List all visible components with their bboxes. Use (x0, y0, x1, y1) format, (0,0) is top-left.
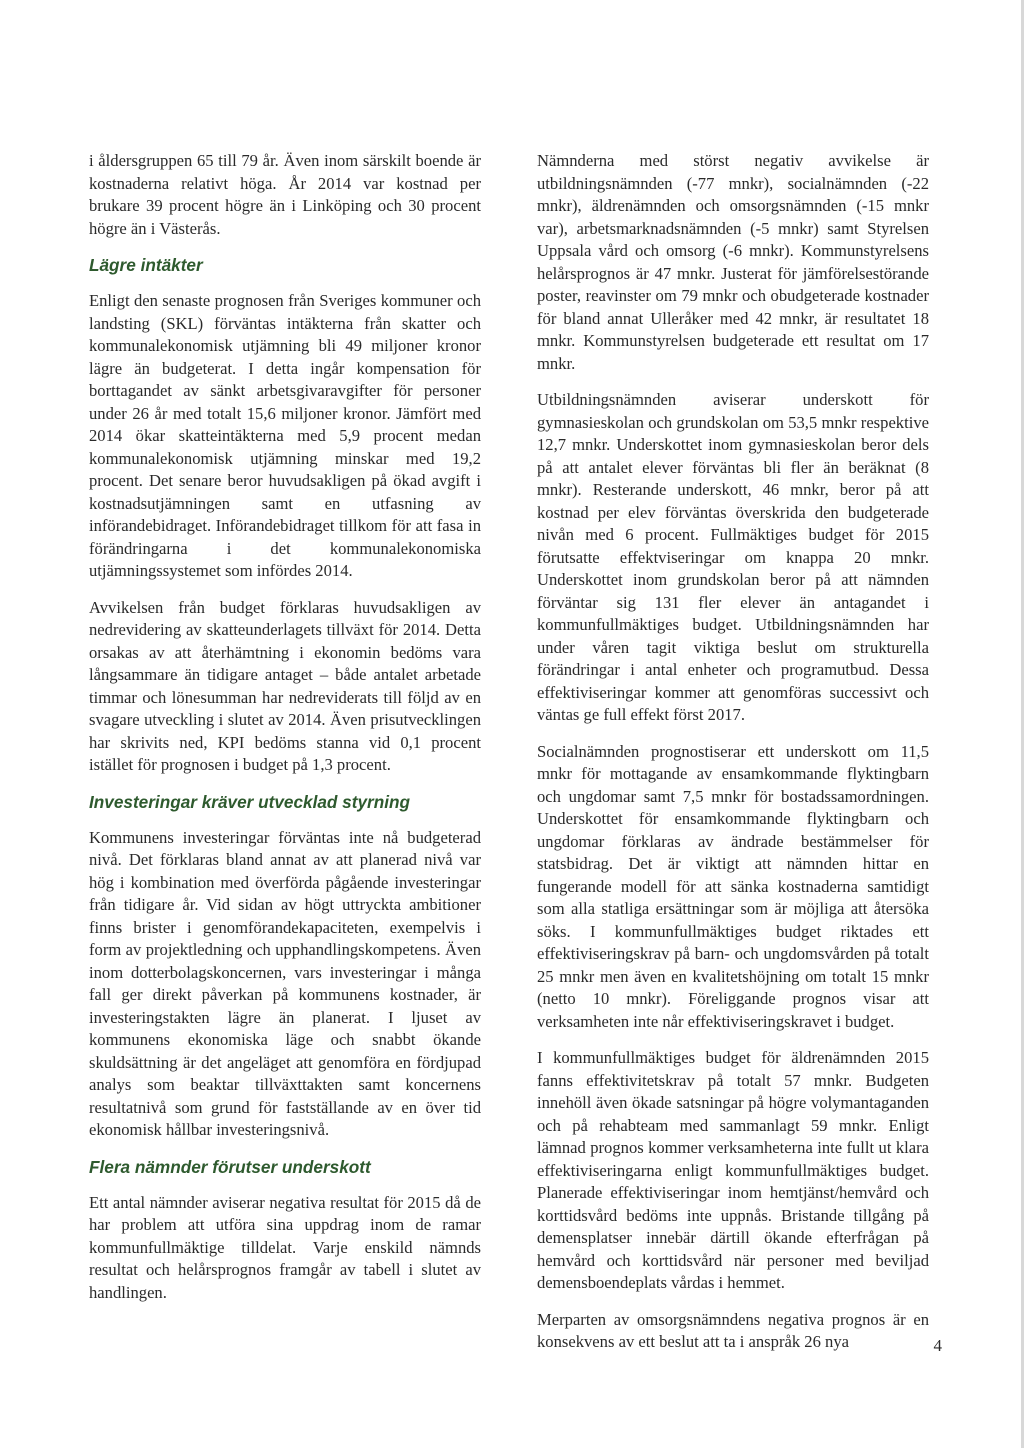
paragraph-investments: Kommunens investeringar förväntas inte nå budgeterad nivå. Det förklaras bland annat av att planerad nivå var hög i kombination med överförda pågående investeringar från tidigare år. Vid sidan av högt uttryckta ambitioner finns brister i genomförandekapaciteten, exempelvis i form av projektledning och upphandlingskompetens. Även inom dotterbolagskoncernen, vars investeringar i många fall ger direkt påverkan på kommunens kostnader, är investeringstakten lägre än planerat. I ljuset av kommunens ekonomiska läge och snabbt ökande skuldsättning är det angeläget att genomföra en fördjupad analys som beaktar tillväxttakten samt koncernens resultatnivå som grund för fastställande av en över tid ekonomisk hållbar investeringsnivå. (89, 827, 481, 1139)
paragraph-education-committee: Utbildningsnämnden aviserar underskott för gymnasieskolan och grundskolan om 53,5 mnkr respektive 12,7 mnkr. Underskottet inom gymnasieskolan beror dels på att antalet elever förväntas bli fler än beräknat (8 mnkr). Resterande underskott, 46 mnkr, beror på att kostnad per elev förväntas överskrida den budgeterade nivån med 6 procent. Fullmäktiges budget för 2015 förutsatte effektviseringar om knappa 20 mnkr. Underskottet inom grundskolan beror på att nämnden förväntar sig 131 fler elever än antagandet i kommunfullmäktiges budget. Utbildningsnämnden har under våren tagit viktiga beslut om strukturella förändringar i antal enheter och programutbud. Dessa effektiviseringar kommer att genomföras successivt och väntas ge full effekt först 2017. (537, 390, 929, 724)
paragraph-elderly-costs: i åldersgruppen 65 till 79 år. Även inom särskilt boende är kostnaderna relativt höga. År 2014 var kostnad per brukare 39 procent högre än i Linköping och 30 procent högre än i Västerås. (89, 151, 481, 238)
paragraph-budget-deviation: Avvikelsen från budget förklaras huvudsakligen av nedrevidering av skatteunderlagets tillväxt för 2014. Detta orsakas av att återhämtning i ekonomin bedöms vara långsammare än tidigare antaget – både antalet arbetade timmar och lönesumman har nedreviderats till följd av en svagare utveckling i slutet av 2014. Även prisutvecklingen har skrivits ned, KPI bedöms stanna vid 0,1 procent istället för prognosen i budget på 1,3 procent. (89, 597, 481, 774)
paragraph-social-committee: Socialnämnden prognostiserar ett underskott om 11,5 mnkr för mottagande av ensamkommande flyktingbarn och ungdomar samt 7,5 mnkr för bostadssamordningen. Underskottet för ensamkommande flyktingbarn och ungdomar förklaras av ändrade bestämmelser för statsbidrag. Det är viktigt att nämnden hittar en fungerande modell för att sänka kostnaderna samtidigt som alla statliga ersättningar som är möjliga att återsöka söks. I kommunfullmäktiges budget riktades ett effektiviseringskrav på barn- och ungdomsvården på totalt 25 mnkr men även en kvalitetshöjning om totalt 15 mnkr (netto 10 mnkr). Föreliggande prognos visar att verksamheten inte når effektiviseringskravet i budget. (537, 741, 929, 1031)
paragraph-elderly-committee: I kommunfullmäktiges budget för äldrenämnden 2015 fanns effektivitetskrav på totalt 57 mnkr. Budgeten innehöll även ökade satsningar på högre volymantaganden och på rehabteam med sammanlagt 59 mnkr. Enligt lämnad prognos kommer verksamheterna inte fullt ut klara effektiviseringarna enligt kommunfullmäktiges budget. Planerade effektiviseringar inom hemtjänst/hemvård och korttidsvård bedöms inte uppnås. Bristande tillgång på demensplatser innebär därtill ökande efterfrågan på hemvård och korttidsvård när personer med beviljad demensboendeplats vårdas i hemmet. (537, 1048, 929, 1292)
left-column (89, 150, 481, 1318)
paragraph-skl-forecast: Enligt den senaste prognosen från Sveriges kommuner och landsting (SKL) förväntas intäkterna från skatter och kommunalekonomisk utjämning bli 49 miljoner kronor lägre än budgeterat. I detta ingår kompensation för borttagandet av sänkt arbetsgivaravgifter för personer under 26 år med totalt 15,6 miljoner kronor. Jämfört med 2014 ökar skatteintäkterna med 5,9 procent medan kommunalekonomisk utjämning minskar med 19,2 procent. Det senare beror huvudsakligen på ökad avgift i kostnadsutjämningen samt en utfasning av införandebidraget. Införandebidraget tillkom för att fasa in förändringarna i det kommunalekonomiska utjämningssystemet som infördes 2014. (89, 291, 481, 580)
heading-lower-revenue: Lägre intäkter (89, 255, 203, 275)
heading-committees-deficit: Flera nämnder förutser underskott (89, 1156, 371, 1177)
heading-investments: Investeringar kräver utvecklad styrning (89, 791, 410, 812)
paragraph-largest-deviations: Nämnderna med störst negativ avvikelse är utbildningsnämnden (-77 mnkr), socialnämnden (-22 mnkr), äldrenämnden och omsorgsnämnden (-15 mnkr var), arbetsmarknadsnämnden (-5 mnkr) samt Styrelsen Uppsala vård och omsorg (-6 mnkr). Kommunstyrelsens helårsprognos är 47 mnkr. Justerat för jämförelsestörande poster, reavinster om 79 mnkr och obudgeterade kostnader för bland annat Ulleråker med 42 mnkr, är resultatet 18 mnkr. Kommunstyrelsen budgeterade ett resultat om 17 mnkr. (537, 151, 929, 373)
page-number: 4 (933, 1336, 942, 1355)
paragraph-care-committee: Merparten av omsorgsnämndens negativa prognos är en konsekvens av ett beslut att ta i anspråk 26 nya (537, 1309, 929, 1351)
paragraph-committees-deficit: Ett antal nämnder aviserar negativa resultat för 2015 då de har problem att utföra sina uppdrag inom de ramar kommunfullmäktige tilldelat. Varje enskild nämnds resultat och helårsprognos framgår av tabell i slutet av handlingen. (89, 1192, 481, 1302)
right-column (537, 150, 929, 1368)
